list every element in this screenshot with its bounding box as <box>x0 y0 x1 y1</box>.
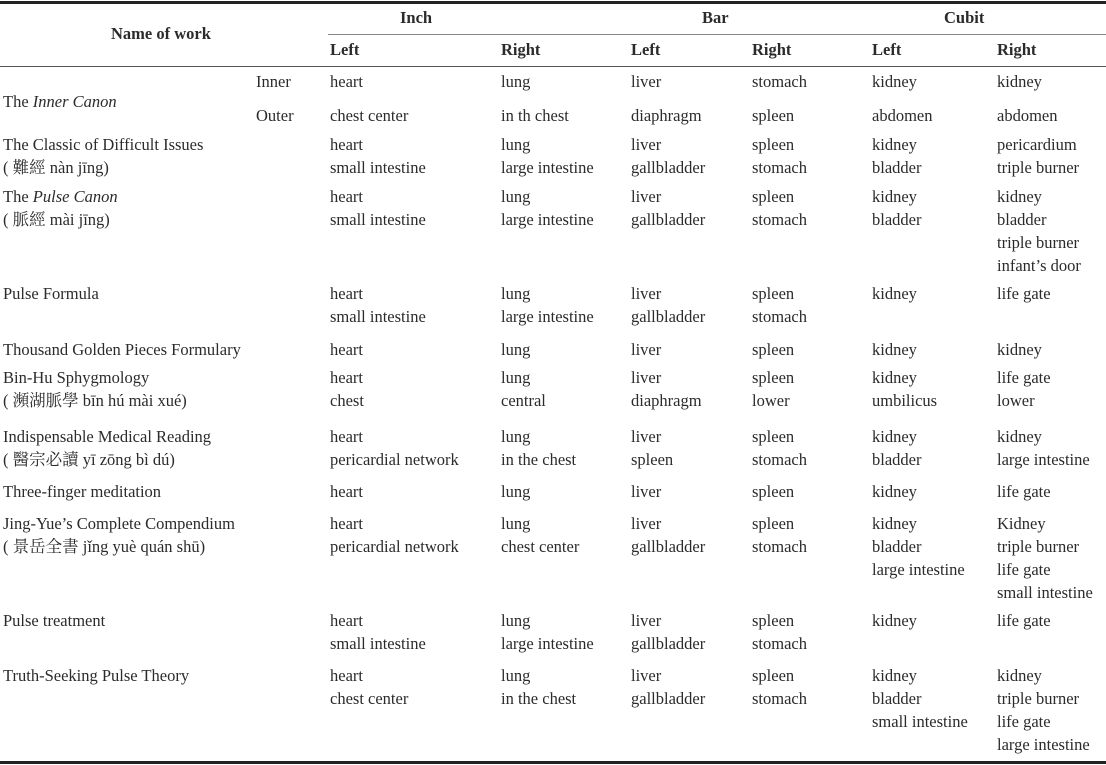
table-cell: gallbladder <box>631 210 706 229</box>
table-cell: life gate <box>997 712 1051 731</box>
table-cell: liver <box>631 284 662 303</box>
work-title-line: ( 景岳全書 jǐng yuè quán shū) <box>3 537 206 556</box>
table-cell: kidney <box>872 482 917 501</box>
table-cell: pericardial network <box>330 537 459 556</box>
table-cell: stomach <box>752 158 807 177</box>
work-title-line: Thousand Golden Pieces Formulary <box>3 340 241 359</box>
table-cell: heart <box>330 135 363 154</box>
table-cell: heart <box>330 482 363 501</box>
table-cell: in the chest <box>501 450 577 469</box>
table-cell: infant’s door <box>997 256 1081 275</box>
table-cell: life gate <box>997 284 1051 303</box>
table-cell: lung <box>501 427 531 446</box>
table-cell: stomach <box>752 307 807 326</box>
bottom-rule <box>0 761 1106 764</box>
table-cell: lung <box>501 135 531 154</box>
table-cell: large intestine <box>997 735 1090 754</box>
table-cell: small intestine <box>330 158 426 177</box>
table-cell: lung <box>501 284 531 303</box>
table-cell: kidney <box>872 368 917 387</box>
table-cell: heart <box>330 427 363 446</box>
outer-cell: diaphragm <box>631 106 702 125</box>
table-cell: lung <box>501 187 531 206</box>
table-cell: pericardial network <box>330 450 459 469</box>
table-cell: triple burner <box>997 158 1080 177</box>
outer-cell: chest center <box>330 106 409 125</box>
table-cell: bladder <box>997 210 1047 229</box>
table-cell: kidney <box>872 427 917 446</box>
table-cell: heart <box>330 611 363 630</box>
work-title-line: ( 瀕湖脈學 bīn hú mài xué) <box>3 391 187 410</box>
table-cell: life gate <box>997 560 1051 579</box>
table-cell: lung <box>501 666 531 685</box>
header-cubit-right: Right <box>997 40 1037 59</box>
table-cell: pericardium <box>997 135 1077 154</box>
header-subrule <box>328 34 1106 35</box>
table-cell: heart <box>330 340 363 359</box>
table-cell: spleen <box>752 340 795 359</box>
work-title-line: Three-finger meditation <box>3 482 162 501</box>
table-cell: triple burner <box>997 689 1080 708</box>
table-cell: large intestine <box>872 560 965 579</box>
inner-cell: lung <box>501 72 531 91</box>
table-cell: small intestine <box>330 634 426 653</box>
outer-cell: in th chest <box>501 106 569 125</box>
table-cell: kidney <box>872 135 917 154</box>
header-bar-right: Right <box>752 40 792 59</box>
table-cell: diaphragm <box>631 391 702 410</box>
table-cell: stomach <box>752 210 807 229</box>
table-cell: bladder <box>872 537 922 556</box>
table-cell: liver <box>631 611 662 630</box>
work-title: The Pulse Canon <box>3 187 118 206</box>
work-title-line: The Classic of Difficult Issues <box>3 135 204 154</box>
table-cell: kidney <box>872 284 917 303</box>
work-title-line: ( 難經 nàn jīng) <box>3 158 109 177</box>
table-cell: stomach <box>752 634 807 653</box>
table-cell: heart <box>330 368 363 387</box>
work-title-line: Truth-Seeking Pulse Theory <box>3 666 190 685</box>
table-cell: heart <box>330 187 363 206</box>
inner-cell: kidney <box>872 72 917 91</box>
table-cell: gallbladder <box>631 537 706 556</box>
table-cell: liver <box>631 187 662 206</box>
table-cell: triple burner <box>997 537 1080 556</box>
inner-cell: heart <box>330 72 363 91</box>
table-cell: lung <box>501 611 531 630</box>
work-title-inner-canon: The Inner Canon <box>3 92 117 111</box>
table-cell: small intestine <box>997 583 1093 602</box>
work-title-line: Bin-Hu Sphygmology <box>3 368 150 387</box>
table-cell: gallbladder <box>631 158 706 177</box>
table-cell: kidney <box>872 666 917 685</box>
outer-cell: abdomen <box>872 106 933 125</box>
outer-cell: abdomen <box>997 106 1058 125</box>
table-cell: spleen <box>752 187 795 206</box>
table-cell: stomach <box>752 689 807 708</box>
header-bar-left: Left <box>631 40 661 59</box>
table-cell: lower <box>752 391 790 410</box>
table-cell: liver <box>631 368 662 387</box>
table-cell: liver <box>631 482 662 501</box>
header-group-cubit: Cubit <box>944 8 985 27</box>
header-inch-left: Left <box>330 40 360 59</box>
table-cell: bladder <box>872 158 922 177</box>
table-cell: liver <box>631 135 662 154</box>
table-cell: chest <box>330 391 364 410</box>
work-title-line: Pulse treatment <box>3 611 106 630</box>
table-cell: large intestine <box>501 210 594 229</box>
table-cell: lung <box>501 340 531 359</box>
table-cell: life gate <box>997 368 1051 387</box>
header-name-of-work: Name of work <box>111 24 211 43</box>
table-cell: liver <box>631 340 662 359</box>
table-cell: lower <box>997 391 1035 410</box>
outer-cell: spleen <box>752 106 795 125</box>
table-cell: lung <box>501 368 531 387</box>
table-cell: lung <box>501 514 531 533</box>
table-cell: bladder <box>872 210 922 229</box>
outer-label: Outer <box>256 106 294 125</box>
table-cell: central <box>501 391 546 410</box>
table-cell: liver <box>631 514 662 533</box>
table-cell: kidney <box>997 427 1042 446</box>
table-cell: gallbladder <box>631 634 706 653</box>
table-cell: kidney <box>997 340 1042 359</box>
table-cell: large intestine <box>501 307 594 326</box>
table-cell: lung <box>501 482 531 501</box>
table-cell: in the chest <box>501 689 577 708</box>
table-cell: bladder <box>872 450 922 469</box>
work-title-line: Pulse Formula <box>3 284 99 303</box>
table-cell: spleen <box>752 135 795 154</box>
table-cell: chest center <box>330 689 409 708</box>
inner-cell: liver <box>631 72 662 91</box>
work-title-line: ( 醫宗必讀 yī zōng bì dú) <box>3 450 175 469</box>
header-group-inch: Inch <box>400 8 433 27</box>
table-cell: heart <box>330 284 363 303</box>
table-cell: large intestine <box>501 634 594 653</box>
table-cell: spleen <box>752 427 795 446</box>
table-cell: stomach <box>752 537 807 556</box>
table-cell: life gate <box>997 482 1051 501</box>
table-cell: heart <box>330 514 363 533</box>
table-cell: small intestine <box>872 712 968 731</box>
header-inch-right: Right <box>501 40 541 59</box>
table-cell: kidney <box>997 187 1042 206</box>
table-cell: bladder <box>872 689 922 708</box>
table-cell: large intestine <box>997 450 1090 469</box>
table-cell: spleen <box>752 482 795 501</box>
top-rule <box>0 1 1106 4</box>
work-title-line: Jing-Yue’s Complete Compendium <box>3 514 235 533</box>
table-cell: spleen <box>752 368 795 387</box>
work-title-line: Indispensable Medical Reading <box>3 427 212 446</box>
work-title-line: ( 脈經 mài jīng) <box>3 210 110 229</box>
table-cell: triple burner <box>997 233 1080 252</box>
table-cell: Kidney <box>997 514 1046 533</box>
table-cell: kidney <box>997 666 1042 685</box>
table-cell: kidney <box>872 514 917 533</box>
inner-cell: stomach <box>752 72 807 91</box>
table-cell: spleen <box>752 666 795 685</box>
table-cell: stomach <box>752 450 807 469</box>
table-cell: spleen <box>752 611 795 630</box>
table-cell: liver <box>631 666 662 685</box>
header-group-bar: Bar <box>702 8 729 27</box>
table-cell: umbilicus <box>872 391 938 410</box>
table-cell: liver <box>631 427 662 446</box>
table-cell: small intestine <box>330 307 426 326</box>
table-cell: spleen <box>631 450 674 469</box>
table-cell: chest center <box>501 537 580 556</box>
table-cell: kidney <box>872 187 917 206</box>
inner-label: Inner <box>256 72 291 91</box>
table-cell: large intestine <box>501 158 594 177</box>
table-cell: life gate <box>997 611 1051 630</box>
table-cell: gallbladder <box>631 307 706 326</box>
table-cell: small intestine <box>330 210 426 229</box>
inner-cell: kidney <box>997 72 1042 91</box>
table-cell: spleen <box>752 514 795 533</box>
table-cell: heart <box>330 666 363 685</box>
header-rule <box>0 66 1106 67</box>
table-cell: spleen <box>752 284 795 303</box>
table-cell: gallbladder <box>631 689 706 708</box>
table-cell: kidney <box>872 340 917 359</box>
header-cubit-left: Left <box>872 40 902 59</box>
table-cell: kidney <box>872 611 917 630</box>
